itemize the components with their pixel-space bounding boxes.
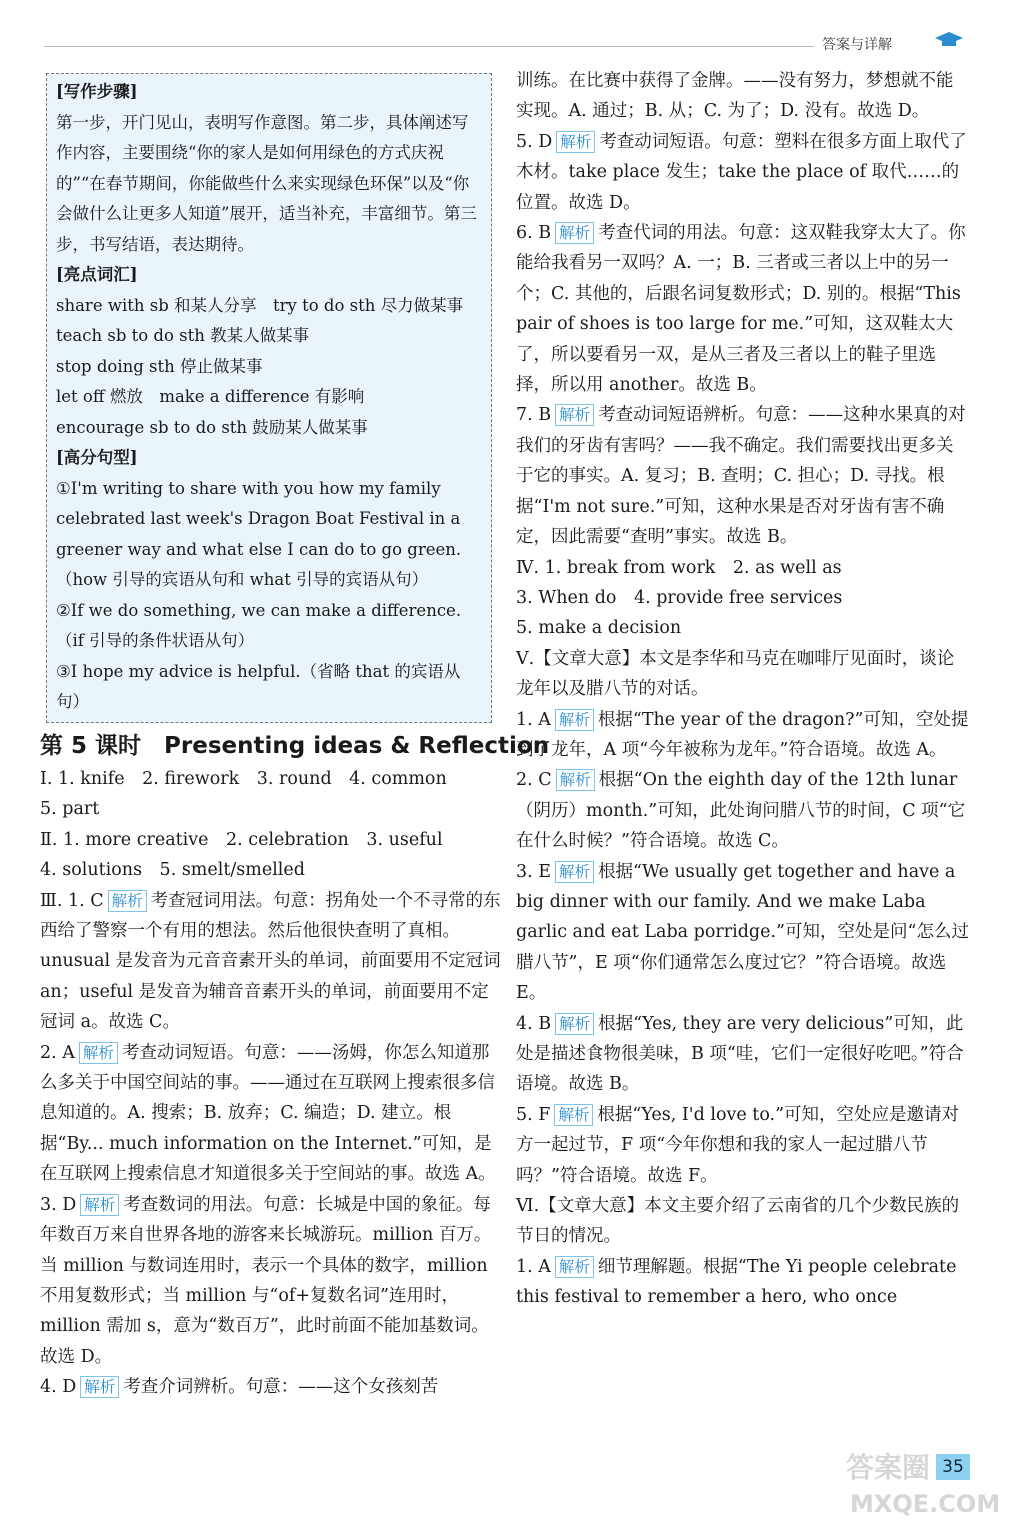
- answer-explanation: 考查动词短语辨析。句意：——这种水果真的对我们的牙齿有害吗？——我不确定。我们需要找出更多关于它的事实。A. 复习；B. 查明；C. 担心；D. 寻找。根据“I'm not sure.”可知，这种水果是否对牙齿有害不确定，因此需要“查明”事实。故选 B。: [516, 405, 966, 548]
- graduation-cap-icon: [934, 30, 964, 50]
- right-column: [516, 66, 970, 1313]
- jiexi-label: 解析: [555, 222, 594, 244]
- answer-explanation: 根据“On the eighth day of the 12th lunar（阴历）month.”可知，此处询问腊八节的时间，C 项“它在什么时候？”符合语境。故选 C。: [516, 770, 966, 852]
- section-6-summary: Ⅵ.【文章大意】本文主要介绍了云南省的几个少数民族的节日的情况。: [516, 1196, 960, 1247]
- jiexi-label: 解析: [108, 890, 147, 912]
- vocab-item: teach sb to do sth 教某人做某事: [56, 326, 310, 345]
- answer-item: [516, 765, 970, 856]
- answer-continuation: 训练。在比赛中获得了金牌。——没有努力，梦想就不能实现。A. 通过；B. 从；C. 为了；D. 没有。故选 D。: [516, 71, 954, 122]
- answer-item: [516, 127, 970, 218]
- jiexi-label: 解析: [555, 709, 594, 731]
- answer-number: 3. E: [516, 861, 552, 882]
- section-1-answers-cont: 5. part: [40, 799, 100, 820]
- jiexi-label: 解析: [556, 131, 595, 153]
- section-2-answers: Ⅱ. 1. more creative 2. celebration 3. useful: [40, 829, 443, 850]
- answer-explanation: 考查动词短语。句意：塑料在很多方面上取代了木材。take place 发生；take the place of 取代……的位置。故选 D。: [516, 131, 967, 213]
- jiexi-label: 解析: [555, 1256, 594, 1278]
- answer-number: 2. A: [40, 1042, 75, 1063]
- jiexi-label: 解析: [554, 1104, 593, 1126]
- answer-item: [516, 857, 970, 1009]
- answer-number: 6. B: [516, 223, 552, 244]
- jiexi-label: 解析: [555, 1013, 594, 1035]
- answer-item: [516, 400, 970, 552]
- answer-item: [40, 886, 504, 1038]
- answer-item: [516, 1100, 970, 1191]
- answer-number: Ⅲ. 1. C: [40, 890, 104, 911]
- lesson-title: 第 5 课时 Presenting ideas & Reflection: [40, 733, 550, 759]
- answer-explanation: 根据“We usually get together and have a big dinner with our family. And we make Laba garlic and eat Laba porridge.”可知，空处是问“怎么过腊八节”，E 项“你们通常怎么度过它？”符合语境。故选 E。: [516, 861, 969, 1004]
- jiexi-label: 解析: [80, 1376, 119, 1398]
- answer-number: 4. D: [40, 1377, 77, 1398]
- vocab-item: let off 燃放 make a difference 有影响: [56, 387, 365, 406]
- answer-explanation: 根据“Yes, they are very delicious”可知，此处是描述食物很美味，B 项“哇，它们一定很好吃吧。”符合语境。故选 B。: [516, 1013, 964, 1095]
- answer-explanation: 考查介词辨析。句意：——这个女孩刻苦: [123, 1377, 439, 1398]
- answer-number: 1. A: [516, 709, 551, 730]
- watermark-url: MXQE.COM: [850, 1490, 1001, 1518]
- answer-number: 7. B: [516, 405, 552, 426]
- jiexi-label: 解析: [555, 404, 594, 426]
- section-4-answers: Ⅳ. 1. break from work 2. as well as: [516, 557, 842, 578]
- writing-tips-box: [46, 73, 492, 723]
- vocab-item: encourage sb to do sth 鼓励某人做某事: [56, 417, 368, 437]
- jiexi-label: 解析: [555, 861, 594, 883]
- answer-number: 5. F: [516, 1104, 551, 1125]
- section-1-answers: Ⅰ. 1. knife 2. firework 3. round 4. common: [40, 769, 447, 789]
- vocab-item: share with sb 和某人分享 try to do sth 尽力做某事: [56, 295, 464, 315]
- sentence-item: ②If we do something, we can make a difference.（if 引导的条件状语从句）: [56, 600, 462, 650]
- box-section-vocab-title: [亮点词汇]: [56, 265, 138, 284]
- answer-item: [40, 1038, 504, 1190]
- answer-explanation: 细节理解题。根据“The Yi people celebrate this festival to remember a hero, who once: [516, 1256, 957, 1308]
- vocab-item: stop doing sth 停止做某事: [56, 356, 263, 376]
- answer-explanation: 考查冠词用法。句意：拐角处一个不寻常的东西给了警察一个有用的想法。然后他很快查明了真相。unusual 是发音为元音音素开头的单词，前面要用不定冠词 an；useful 是发音为辅音音素开头的单词，前面要用不定冠词 a。故选 C。: [40, 890, 501, 1033]
- header-rule: [44, 46, 814, 47]
- answer-explanation: 根据“The year of the dragon?”可知，空处提到了龙年，A 项“今年被称为龙年。”符合语境。故选 A。: [516, 709, 969, 760]
- left-column: [40, 764, 504, 1403]
- section-4-answers-cont: 5. make a decision: [516, 618, 682, 639]
- jiexi-label: 解析: [79, 1042, 118, 1064]
- answer-number: 5. D: [516, 131, 553, 152]
- sentence-item: ③I hope my advice is helpful.（省略 that 的宾语从句）: [56, 661, 461, 711]
- answer-number: 3. D: [40, 1194, 77, 1215]
- page-number: 35: [936, 1454, 970, 1480]
- answer-number: 1. A: [516, 1256, 551, 1277]
- answer-explanation: 考查动词短语。句意：——汤姆，你怎么知道那么多关于中国空间站的事。——通过在互联网上搜索很多信息知道的。A. 搜索；B. 放弃；C. 编造；D. 建立。根据“By... much information on the Internet.”可知，是在互联网上搜索信息才知道很多关于空间站的事。故选 A。: [40, 1042, 496, 1185]
- jiexi-label: 解析: [556, 769, 595, 791]
- answer-item: [40, 1372, 504, 1402]
- section-5-summary: Ⅴ.【文章大意】本文是李华和马克在咖啡厅见面时，谈论龙年以及腊八节的对话。: [516, 648, 955, 700]
- watermark-logo: 答案圈: [846, 1451, 931, 1484]
- answer-item: [516, 705, 970, 766]
- answer-number: 4. B: [516, 1013, 552, 1034]
- box-section-sentences-title: [高分句型]: [56, 448, 138, 467]
- sentence-item: ①I'm writing to share with you how my family celebrated last week's Dragon Boat Festival in a greener way and what else I can do to go green.（how 引导的宾语从句和 what 引导的宾语从句）: [56, 478, 462, 589]
- jiexi-label: 解析: [80, 1194, 119, 1216]
- answer-item: [516, 1009, 970, 1100]
- header-title: 答案与详解: [822, 37, 892, 53]
- section-2-answers-cont: 4. solutions 5. smelt/smelled: [40, 860, 305, 881]
- box-section-steps-text: 第一步，开门见山，表明写作意图。第二步，具体阐述写作内容，主要围绕“你的家人是如何用绿色的方式庆祝的”“在春节期间，你能做些什么来实现绿色环保”以及“你会做什么让更多人知道”展开，适当补充，丰富细节。第三步，书写结语，表达期待。: [56, 112, 477, 254]
- answer-explanation: 考查代词的用法。句意：这双鞋我穿太大了。你能给我看另一双吗？A. 一；B. 三者或三者以上中的另一个；C. 其他的，后跟名词复数形式；D. 别的。根据“This pair of shoes is too large for me.”可知，这双鞋太大了，所以要看另一双，是从三者及三者以上的鞋子里选择，所以用 another。故选 B。: [516, 223, 966, 396]
- box-section-steps-title: [写作步骤]: [56, 82, 138, 101]
- answer-item: [40, 1190, 504, 1372]
- answer-number: 2. C: [516, 770, 552, 791]
- answer-item: [516, 1252, 970, 1313]
- answer-item: [516, 218, 970, 400]
- answer-explanation: 考查数词的用法。句意：长城是中国的象征。每年数百万来自世界各地的游客来长城游玩。million 百万。当 million 与数词连用时，表示一个具体的数字，million 不用复数形式；当 million 与“of+复数名词”连用时，million 需加 s，意为“数百万”，此时前面不能加基数词。故选 D。: [40, 1194, 492, 1367]
- section-4-answers-cont: 3. When do 4. provide free services: [516, 587, 843, 608]
- answer-explanation: 根据“Yes, I'd love to.”可知，空处应是邀请对方一起过节，F 项“今年你想和我的家人一起过腊八节吗？”符合语境。故选 F。: [516, 1104, 960, 1186]
